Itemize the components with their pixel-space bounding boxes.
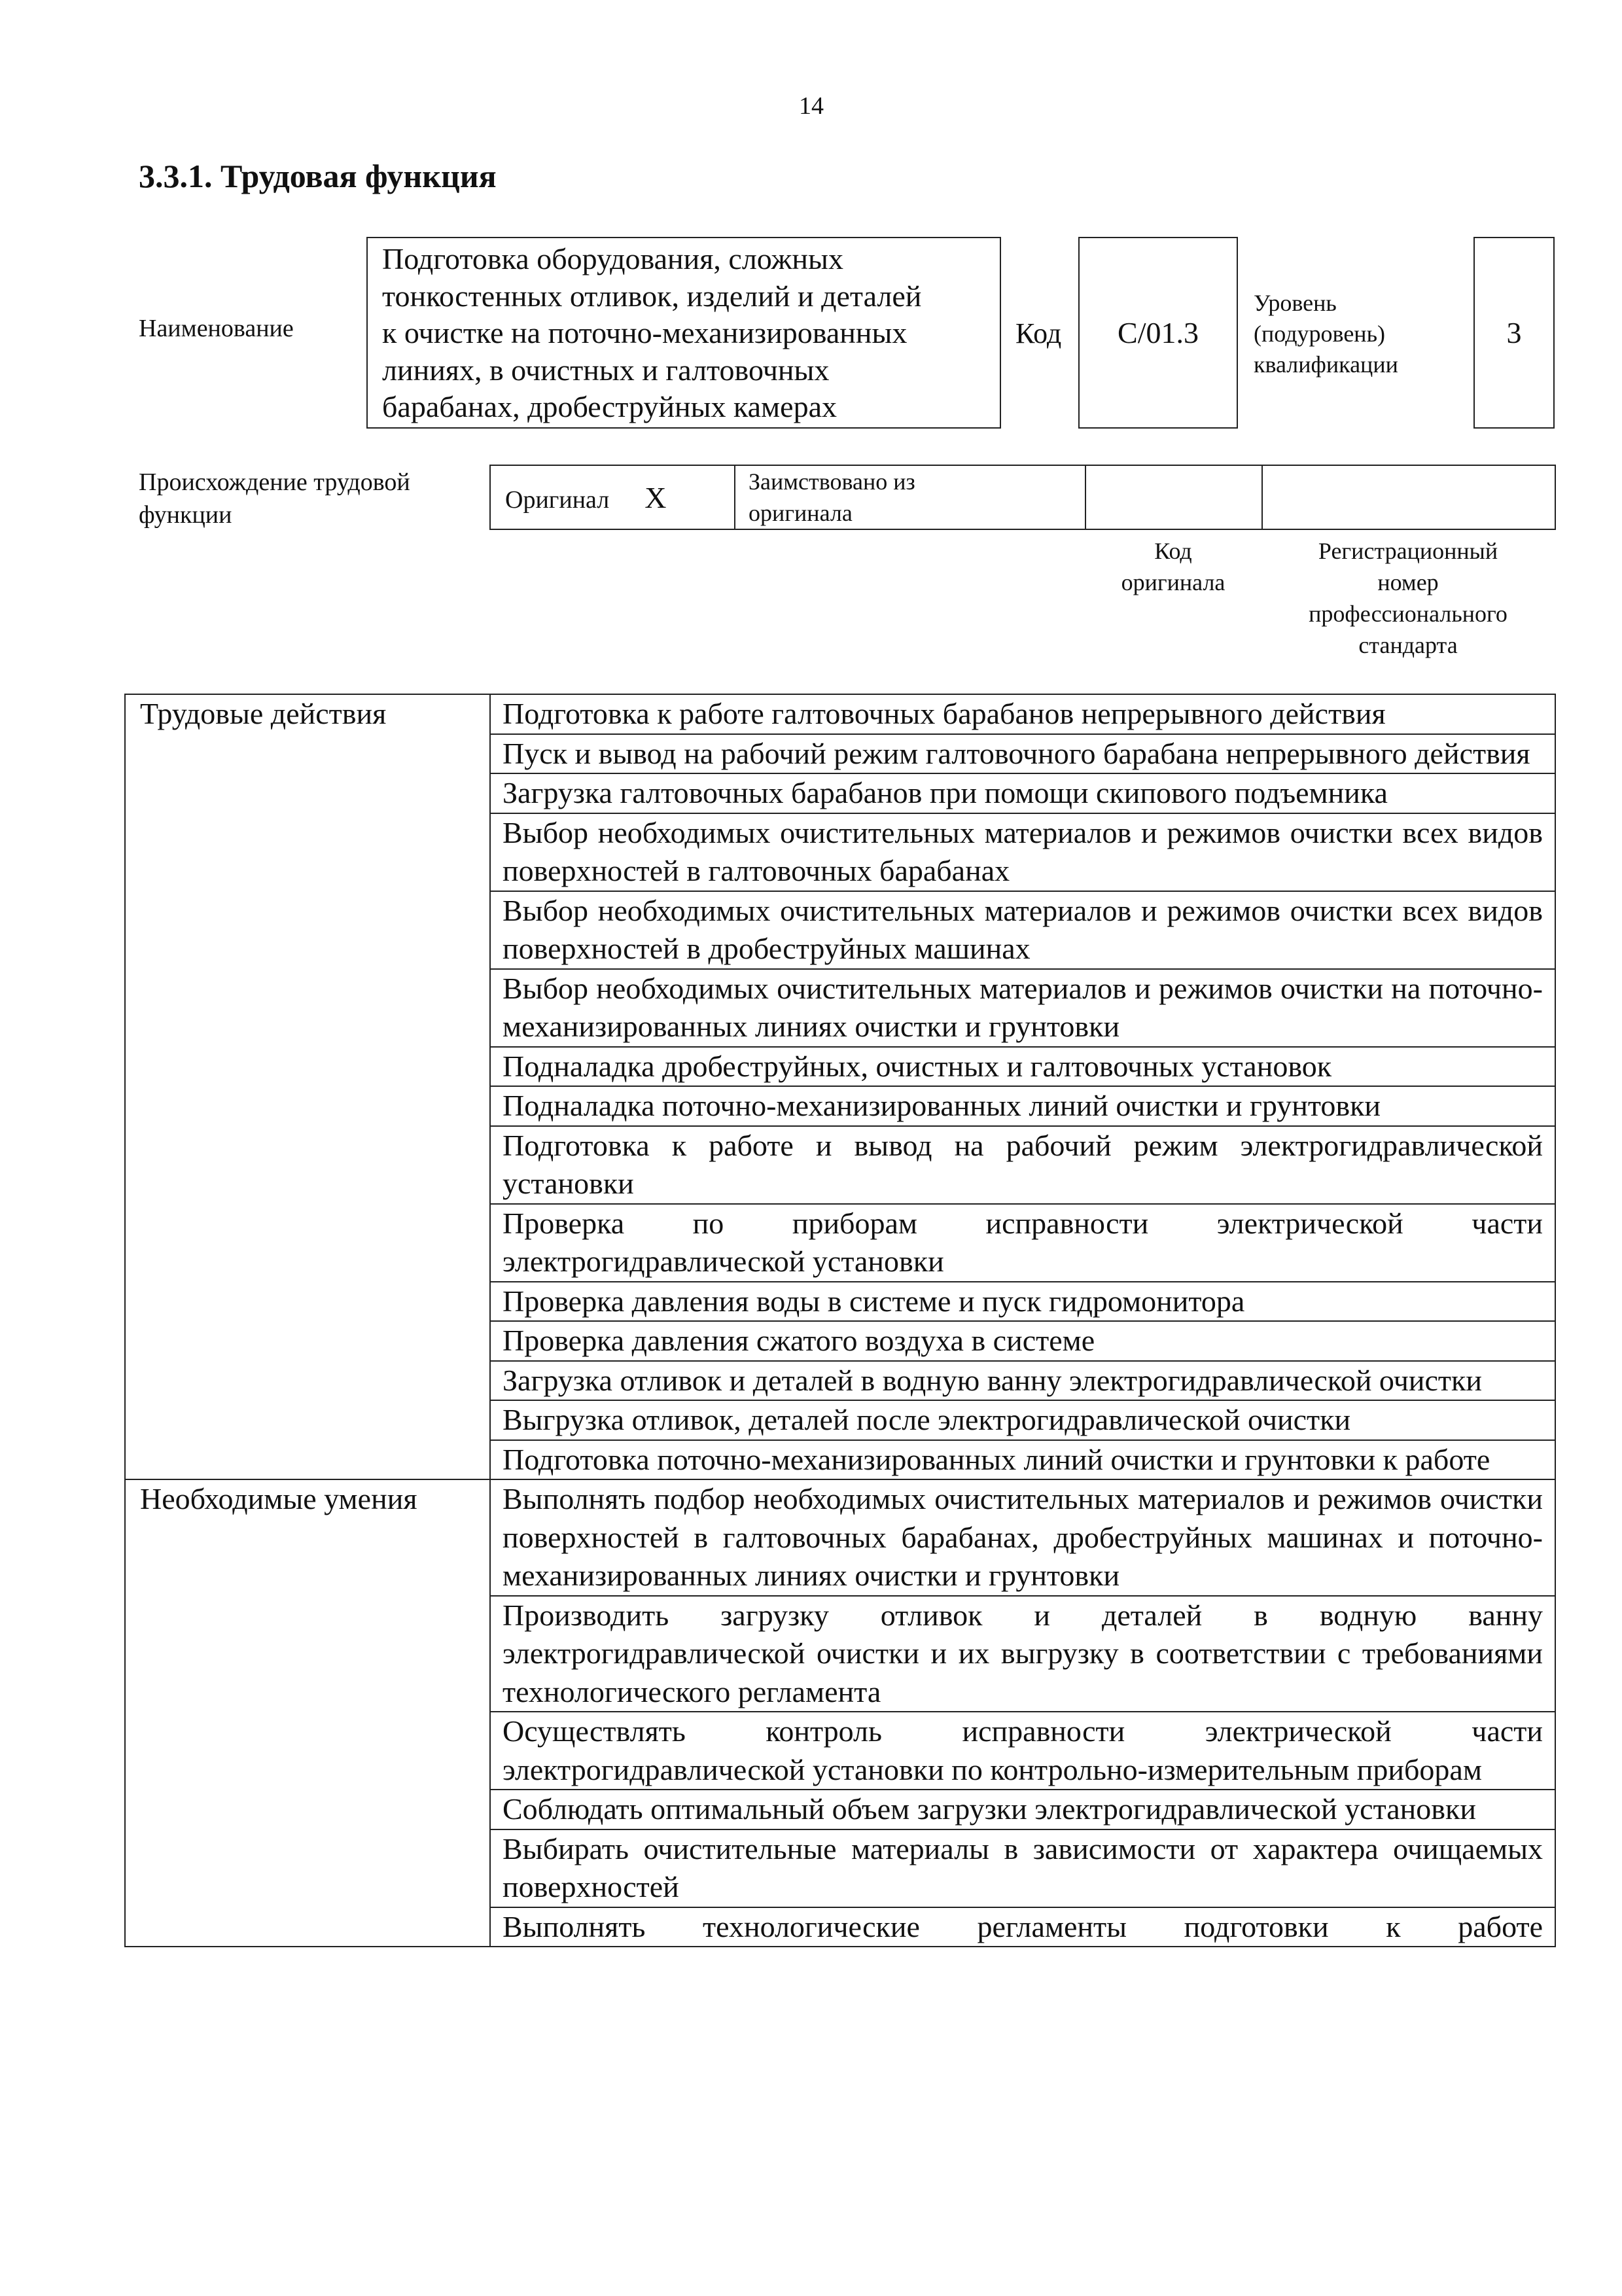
- function-details-table: [124, 694, 1556, 1947]
- level-value: 3: [1506, 316, 1522, 349]
- labor-actions-label: Трудовые действия: [125, 694, 490, 1479]
- origin-table: [489, 465, 1556, 530]
- skills-label: Необходимые умения: [125, 1479, 490, 1947]
- function-name-line: тонкостенных отливок, изделий и деталей: [382, 279, 922, 313]
- original-label: Оригинал: [505, 486, 610, 514]
- labor-action-item: Подналадка поточно-механизированных линий очистки и грунтовки: [490, 1086, 1555, 1126]
- function-name-line: Подготовка оборудования, сложных: [382, 242, 843, 275]
- level-label: [1254, 288, 1398, 380]
- function-name-box: [366, 237, 1001, 429]
- function-name-line: барабанах, дробеструйных камерах: [382, 390, 837, 423]
- borrowed-line: Заимствовано из: [749, 468, 915, 495]
- skill-item: Производить загрузку отливок и деталей в водную ванну электрогидравлической очистки и их выгрузку в соответствии с требованиями технологического регламента: [490, 1596, 1555, 1712]
- reg-number-cell: [1262, 465, 1555, 529]
- labor-action-item: Подготовка поточно-механизированных линий очистки и грунтовки к работе: [490, 1440, 1555, 1480]
- skill-item: Соблюдать оптимальный объем загрузки электрогидравлической установки: [490, 1790, 1555, 1829]
- skill-item: Выполнять технологические регламенты подготовки к работе: [490, 1907, 1555, 1947]
- labor-action-item: Проверка по приборам исправности электрической части электрогидравлической установки: [490, 1204, 1555, 1282]
- original-cell: [490, 465, 735, 529]
- labor-action-item: Проверка давления сжатого воздуха в системе: [490, 1321, 1555, 1361]
- labor-action-item: Подналадка дробеструйных, очистных и галтовочных установок: [490, 1047, 1555, 1087]
- original-code-cell: [1085, 465, 1262, 529]
- origin-label-line: Происхождение трудовой: [139, 468, 410, 496]
- labor-action-item: Подготовка к работе галтовочных барабанов непрерывного действия: [490, 694, 1555, 734]
- code-value-box: [1078, 237, 1238, 429]
- caption-line: Код: [1154, 538, 1192, 564]
- table-row: [125, 694, 1555, 734]
- skill-item: Выполнять подбор необходимых очистительных материалов и режимов очистки поверхностей в галтовочных барабанах, дробеструйных машинах и поточно-механизированных линиях очистки и грунтовки: [490, 1479, 1555, 1596]
- page-number: 14: [799, 92, 824, 120]
- labor-action-item: Загрузка отливок и деталей в водную ванну электрогидравлической очистки: [490, 1361, 1555, 1401]
- level-label-line: (подуровень): [1254, 321, 1385, 347]
- caption-line: стандарта: [1358, 632, 1458, 658]
- labor-action-item: Выгрузка отливок, деталей после электрогидравлической очистки: [490, 1400, 1555, 1440]
- reg-number-caption: [1261, 535, 1555, 661]
- level-label-line: квалификации: [1254, 351, 1398, 378]
- function-name-line: к очистке на поточно-механизированных: [382, 316, 908, 349]
- borrowed-line: оригинала: [749, 500, 853, 526]
- name-label: Наименование: [139, 315, 294, 342]
- function-name-line: линиях, в очистных и галтовочных: [382, 353, 830, 387]
- labor-action-item: Выбор необходимых очистительных материалов и режимов очистки всех видов поверхностей в галтовочных барабанах: [490, 813, 1555, 891]
- labor-action-item: Пуск и вывод на рабочий режим галтовочного барабана непрерывного действия: [490, 734, 1555, 774]
- table-row: [125, 1479, 1555, 1596]
- level-label-line: Уровень: [1254, 290, 1337, 316]
- level-value-box: [1473, 237, 1555, 429]
- code-value: C/01.3: [1118, 316, 1199, 349]
- labor-action-item: Загрузка галтовочных барабанов при помощи скипового подъемника: [490, 773, 1555, 813]
- caption-line: оригинала: [1121, 569, 1225, 595]
- labor-action-item: Проверка давления воды в системе и пуск гидромонитора: [490, 1282, 1555, 1322]
- caption-line: Регистрационный: [1318, 538, 1498, 564]
- caption-line: номер: [1377, 569, 1439, 595]
- section-heading: 3.3.1. Трудовая функция: [139, 158, 497, 194]
- original-mark: X: [644, 480, 667, 514]
- labor-action-item: Подготовка к работе и вывод на рабочий режим электрогидравлической установки: [490, 1126, 1555, 1204]
- caption-line: профессионального: [1309, 601, 1507, 627]
- code-label: Код: [1015, 317, 1062, 349]
- skill-item: Выбирать очистительные материалы в зависимости от характера очищаемых поверхностей: [490, 1829, 1555, 1907]
- labor-action-item: Выбор необходимых очистительных материалов и режимов очистки всех видов поверхностей в дробеструйных машинах: [490, 891, 1555, 969]
- origin-label-line: функции: [139, 501, 232, 529]
- labor-action-item: Выбор необходимых очистительных материалов и режимов очистки на поточно-механизированных линиях очистки и грунтовки: [490, 969, 1555, 1047]
- origin-label: [139, 466, 410, 531]
- borrowed-cell: [735, 465, 1085, 529]
- skill-item: Осуществлять контроль исправности электрической части электрогидравлической установки по контрольно-измерительным приборам: [490, 1712, 1555, 1790]
- code-original-caption: [1085, 535, 1261, 598]
